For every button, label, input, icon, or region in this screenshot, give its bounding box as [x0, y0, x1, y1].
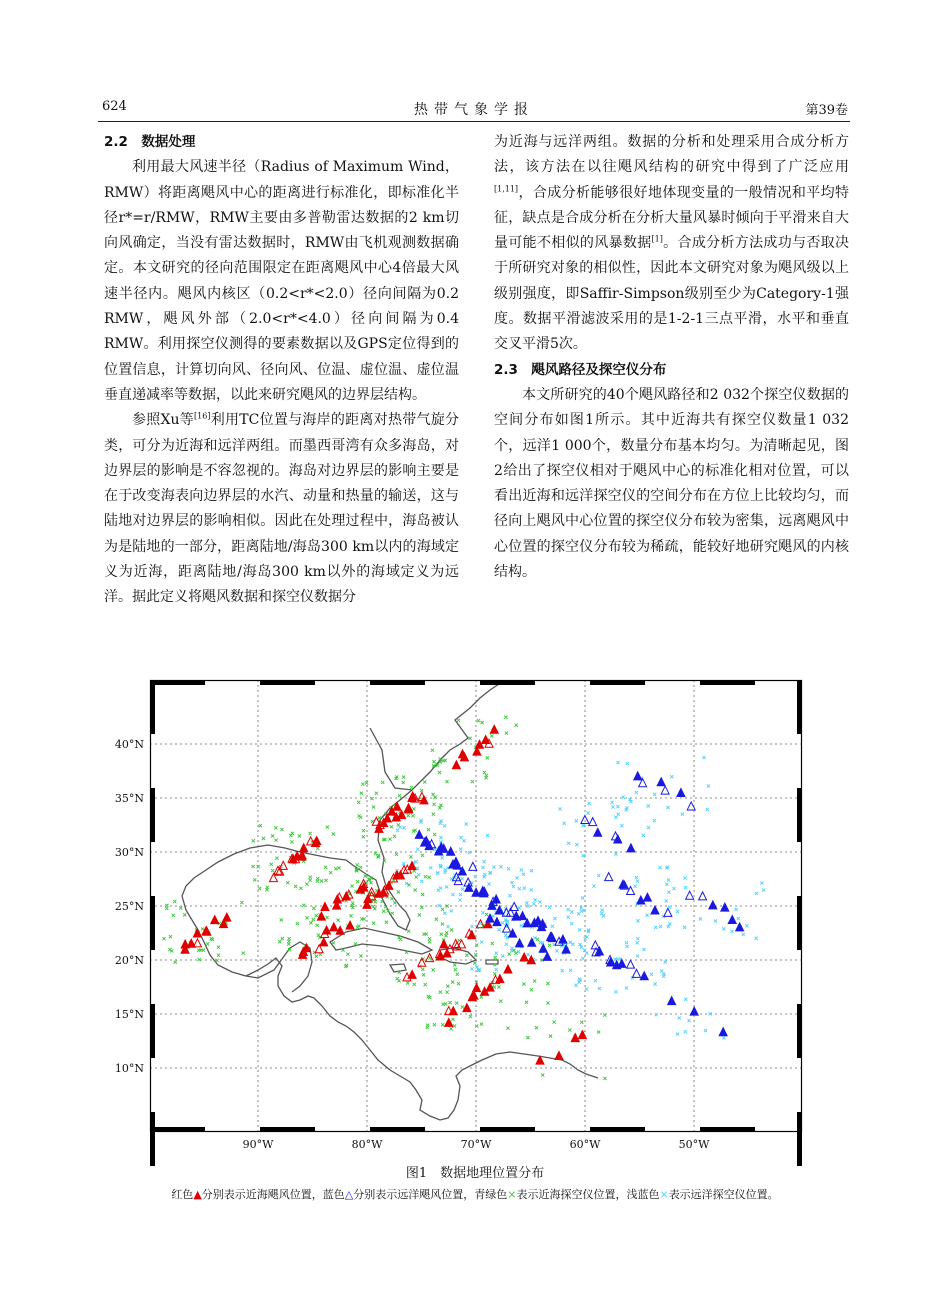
lat-tick-label: 40°N — [114, 738, 144, 751]
lat-tick-label: 30°N — [114, 846, 144, 859]
red-triangle-icon: ▲ — [193, 1188, 202, 1201]
frame-tick — [150, 896, 155, 950]
frame-tick — [260, 1127, 315, 1132]
paragraph-distribution: 本文所研究的40个飓风路径和2 032个探空仪数据的空间分布如图1所示。其中近海共有探空仪数量1 032个，远洋1 000个，数量分布基本均匀。为清晰起见，图2给出了探空仪相对于飓风中心的标准化相对位置，可以看出近海和远洋探空仪的空间分布在方位上比较均匀，而径向上飓风中心位置的探空仪分布较为密集，远离飓风中心位置的探空仪分布较为稀疏，能较好地研究飓风的内核结构。 — [494, 386, 849, 581]
frame-tick — [797, 788, 802, 842]
citation: [1] — [651, 234, 663, 244]
note-text: 表示近海探空仪位置，浅蓝色 — [516, 1188, 660, 1201]
green-cross-icon: × — [507, 1188, 517, 1201]
lon-tick-label: 80°W — [351, 1138, 383, 1151]
note-text: 分别表示远洋飓风位置，青绿色 — [353, 1188, 508, 1201]
frame-tick — [150, 1127, 205, 1132]
frame-tick — [480, 1127, 535, 1132]
paragraph-classification — [104, 408, 459, 610]
figure-caption: 图1 数据地理位置分布 — [405, 1166, 545, 1181]
frame-tick — [150, 1004, 155, 1058]
frame-tick — [700, 1127, 755, 1132]
para-text: 为近海与远洋两组。数据的分析和处理采用合成分析方法，该方法在以往飓风结构的研究中得到了广泛应用 — [494, 134, 849, 176]
frame-tick — [797, 1004, 802, 1058]
volume-label: 第39卷 — [805, 103, 848, 118]
frame-tick — [480, 680, 535, 685]
lat-tick-label: 20°N — [114, 954, 144, 967]
section-title-2-2: 2.2 数据处理 — [104, 134, 196, 150]
page-number: 624 — [102, 99, 127, 114]
right-column — [494, 130, 849, 585]
header-rule — [98, 121, 850, 122]
frame-tick — [797, 1112, 802, 1166]
lat-tick-label: 25°N — [114, 900, 144, 913]
citation: [1,11] — [494, 183, 519, 193]
citation: [16] — [194, 411, 211, 421]
lat-tick-label: 35°N — [114, 792, 144, 805]
note-text: 表示远洋探空仪位置。 — [668, 1188, 779, 1201]
frame-tick — [150, 788, 155, 842]
blue-triangle-icon: △ — [344, 1188, 354, 1201]
frame-tick — [150, 1112, 155, 1166]
frame-tick — [590, 680, 645, 685]
note-text: 分别表示近海飓风位置，蓝色 — [201, 1188, 345, 1201]
lon-tick-label: 50°W — [678, 1138, 710, 1151]
para-text: 利用TC位置与海岸的距离对热带气旋分类，可分为近海和远洋两组。而墨西哥湾有众多海岛，对边界层的影响是不容忽视的。海岛对边界层的影响主要是在于改变海表向边界层的水汽、动量和热量的输送，这与陆地对边界层的影响相似。因此在处理过程中，海岛被认为是陆地的一部分，距离陆地/海岛300 km以内的海域定义为近海，距离陆地/海岛300 km以外的海域定义为远洋。据此定义将飓风数据和探空仪数据分 — [104, 412, 459, 606]
frame-tick — [370, 1127, 425, 1132]
frame-tick — [150, 680, 155, 734]
running-header — [98, 97, 850, 119]
track-map — [114, 680, 802, 1151]
journal-title: 热带气象学报 — [414, 102, 534, 118]
frame-tick — [700, 680, 755, 685]
paragraph-composite — [494, 130, 849, 358]
frame-tick — [260, 680, 315, 685]
frame-tick — [590, 1127, 645, 1132]
para-text: 。合成分析方法成功与否取决于所研究对象的相似性，因此本文研究对象为飓风级以上级别强度，即Saffir-Simpson级别至少为Category-1强度。数据平滑滤波采用的是1-2-1三点平滑，水平和垂直交叉平滑5次。 — [494, 235, 850, 353]
lon-tick-label: 70°W — [460, 1138, 492, 1151]
para-text: 参照Xu等 — [132, 412, 195, 429]
lon-tick-label: 60°W — [569, 1138, 601, 1151]
lon-tick-label: 90°W — [242, 1138, 274, 1151]
lat-tick-label: 10°N — [114, 1062, 144, 1075]
lat-tick-label: 15°N — [114, 1008, 144, 1021]
figure-legend-note — [0, 1186, 950, 1202]
section-title-2-3: 2.3 飓风路径及探空仪分布 — [494, 361, 667, 378]
cyan-cross-icon: × — [659, 1188, 669, 1201]
figure-map — [114, 680, 802, 1151]
paragraph-rmw: 利用最大风速半径（Radius of Maximum Wind，RMW）将距离飓风中心的距离进行标准化，即标准化半径r*=r/RMW，RMW主要由多普勒雷达数据的2 km切向风确定，当没有雷达数据时，RMW由飞机观测数据确定。本文研究的径向范围限定在距离飓风中心4倍最大风速半径内。飓风内核区（0.2<r*<2.0）径向间隔为0.2 RMW，飓风外部（2.0<r*<4.0）径向间隔为0.4 RMW。利用探空仪测得的要素数据以及GPS定位得到的位置信息，计算切向风、径向风、位温、虚位温、虚位温垂直递减率等数据，以此来研究飓风的边界层结构。 — [104, 159, 459, 403]
frame-tick — [797, 896, 802, 950]
frame-tick — [797, 680, 802, 734]
para-text: ，合成分析能够很好地体现变量的一般情况和平均特征，缺点是合成分析在分析大量风暴时倾向于平滑来自大量可能不相似的风暴数据 — [494, 184, 849, 252]
note-text: 红色 — [171, 1188, 194, 1201]
frame-tick — [150, 680, 205, 685]
left-column — [104, 130, 459, 611]
frame-tick — [370, 680, 425, 685]
